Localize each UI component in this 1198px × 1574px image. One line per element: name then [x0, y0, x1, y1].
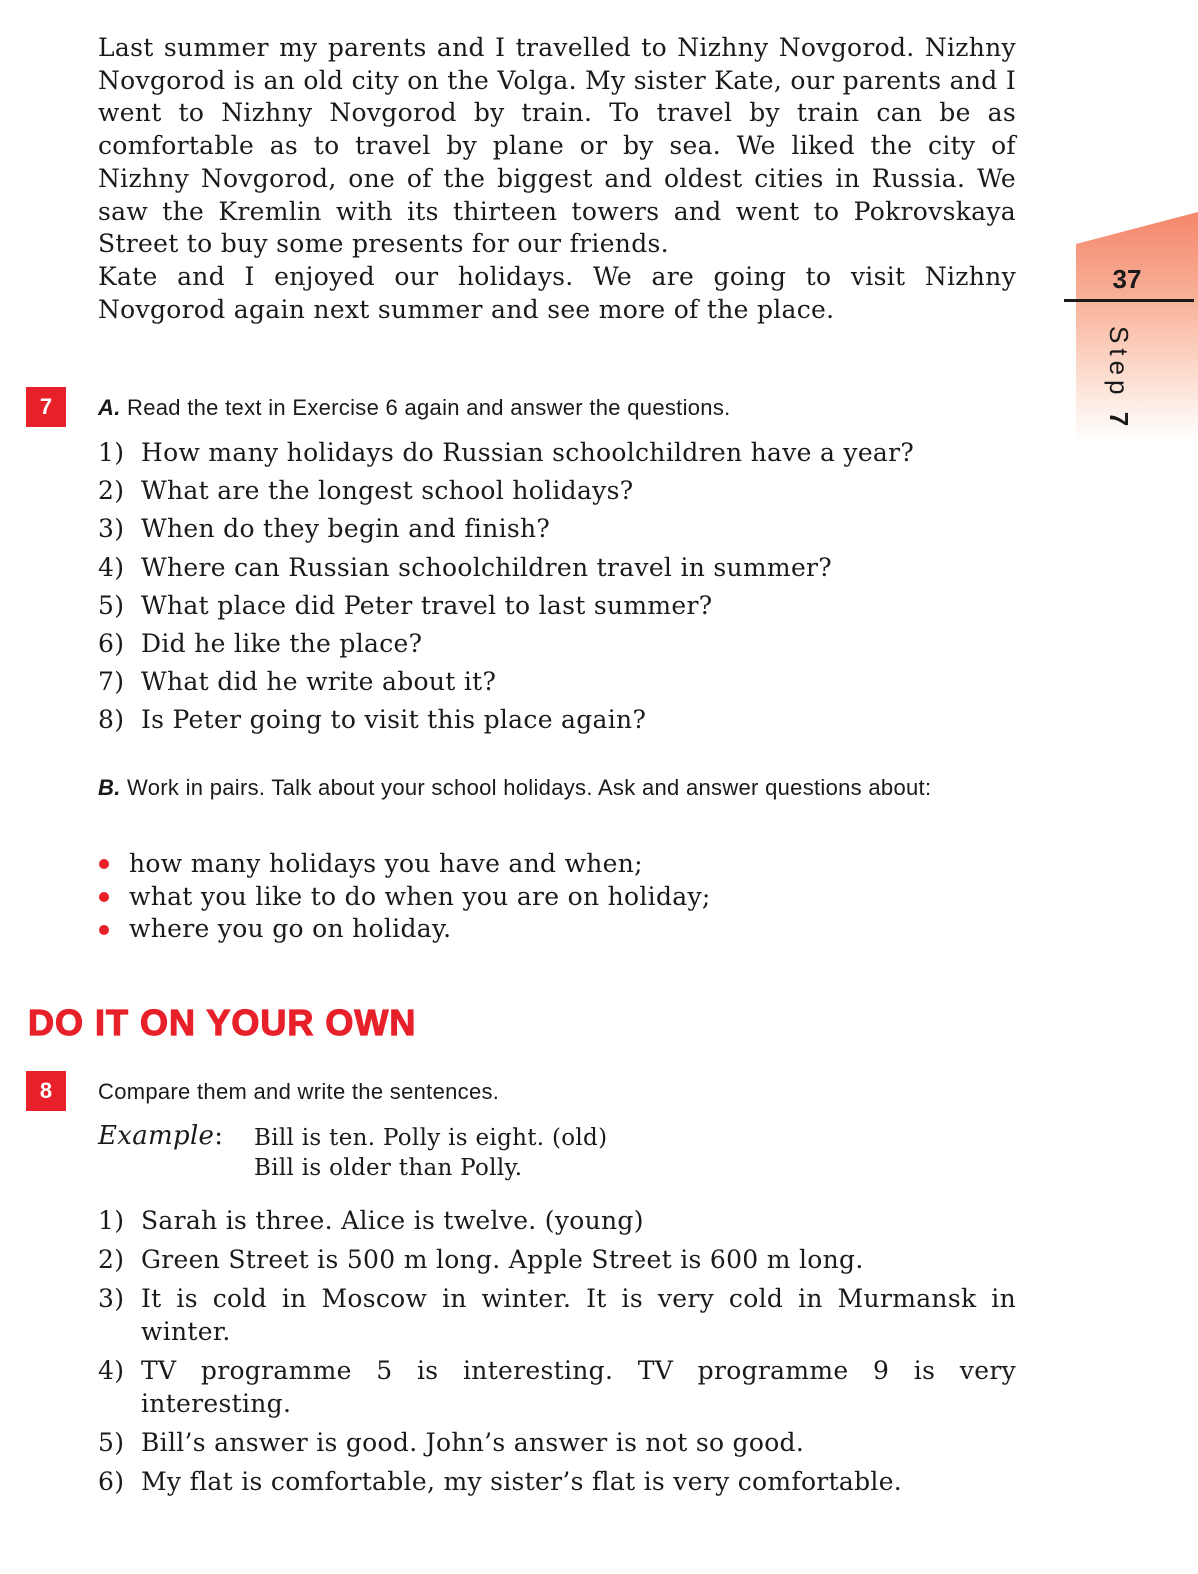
exercise-7-number: 7 — [26, 387, 66, 427]
exercise-8-items — [98, 1205, 1016, 1506]
page-number: 37 — [1112, 264, 1142, 294]
step-word: Step — [1104, 326, 1134, 400]
exercise-7-bullets — [98, 848, 998, 946]
example-line-2: Bill is older than Polly. — [254, 1155, 523, 1181]
passage-paragraph-1: Last summer my parents and I travelled to Nizhny Novgorod. Nizhny Novgorod is an old city on the Volga. My sister Kate, our parents and I went to Nizhny Novgorod by train. To travel by train can be as comfortable as to travel by plane or by sea. We liked the city of Nizhny Novgorod, one of the biggest and oldest cities in Russia. We saw the Kremlin with its thirteen towers and went to Pokrovskaya Street to buy some presents for our friends. — [98, 33, 1016, 259]
question-item: 2) What are the longest school holidays? — [98, 476, 634, 506]
exercise-7-questions — [98, 434, 1016, 740]
question-item: 6) Did he like the place? — [98, 629, 423, 659]
exercise-8-instruction: Compare them and write the sentences. — [98, 1079, 500, 1104]
exercise-item: 1) Sarah is three. Alice is twelve. (young) — [98, 1206, 644, 1235]
exercise-item: 2) Green Street is 500 m long. Apple Street is 600 m long. — [98, 1245, 864, 1275]
exercise-7-part-a-instruction: A. Read the text in Exercise 6 again and answer the questions. — [98, 395, 731, 420]
section-heading: DO IT ON YOUR OWN — [28, 1002, 417, 1043]
exercise-item: 5) Bill’s answer is good. John’s answer is not so good. — [98, 1428, 805, 1458]
question-item: 3) When do they begin and finish? — [98, 514, 551, 544]
part-b-label: B. — [98, 775, 121, 800]
bullet-dot-icon — [99, 892, 109, 902]
exercise-item: 3) It is cold in Moscow in winter. It is very cold in Murmansk in winter. — [98, 1284, 1016, 1347]
bullet-item: where you go on holiday. — [98, 913, 998, 946]
exercise-item: 4) TV programme 5 is interesting. TV programme 9 is very interesting. — [98, 1356, 1016, 1419]
exercise-7-part-b-instruction: B. Work in pairs. Talk about your school holidays. Ask and answer questions about: — [98, 775, 932, 800]
bullet-dot-icon — [99, 859, 109, 869]
exercise-item: 6) My flat is comfortable, my sister’s flat is very comfortable. — [98, 1467, 903, 1497]
question-item: 4) Where can Russian schoolchildren travel in summer? — [98, 552, 832, 582]
passage-paragraph-2: Kate and I enjoyed our holidays. We are going to visit Nizhny Novgorod again next summer and see more of the place. — [98, 261, 1016, 324]
step-label — [1103, 326, 1134, 431]
part-a-label: A. — [98, 395, 121, 420]
question-item: 7) What did he write about it? — [98, 667, 497, 697]
question-item: 5) What place did Peter travel to last summer? — [98, 590, 713, 620]
step-number: 7 — [1104, 411, 1134, 432]
question-item: 8) Is Peter going to visit this place again? — [98, 705, 647, 735]
question-item: 1) How many holidays do Russian schoolchildren have a year? — [98, 438, 915, 467]
step-side-tab — [1076, 212, 1198, 442]
exercise-8-number: 8 — [26, 1071, 66, 1111]
reading-passage — [98, 32, 1016, 326]
side-tab-background — [1076, 212, 1198, 442]
example-line-1: Bill is ten. Polly is eight. (old) — [254, 1125, 608, 1151]
side-tab-divider — [1064, 299, 1194, 302]
bullet-item: what you like to do when you are on holiday; — [98, 881, 998, 914]
example-label: Example: — [98, 1121, 224, 1151]
bullet-item: how many holidays you have and when; — [98, 848, 998, 881]
bullet-dot-icon — [99, 925, 109, 935]
